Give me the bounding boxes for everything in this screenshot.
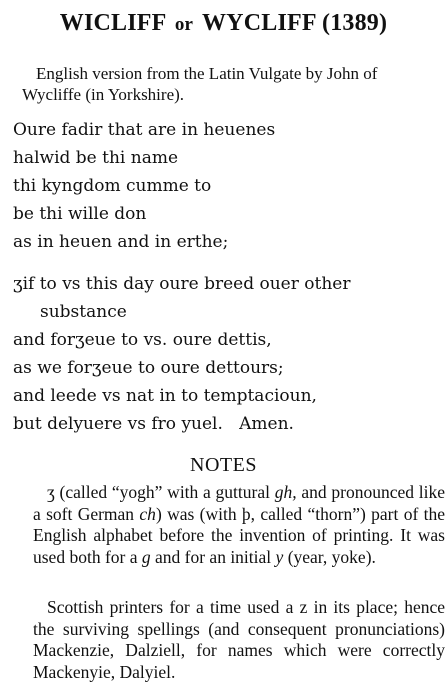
title-wicliff: WICLIFF: [59, 10, 166, 36]
verse-line: but delyuere vs fro yuel. Amen.: [13, 414, 294, 434]
verse-line: as in heuen and in erthe;: [13, 232, 229, 252]
verse-line: and forʒeue to vs. oure dettis,: [13, 330, 272, 350]
title-wycliff-date: WYCLIFF (1389): [201, 10, 388, 36]
page-title: [0, 10, 447, 37]
prayer-stanza-2: [13, 270, 350, 438]
note-yogh: ʒ (called “yogh” with a guttural gh, and pronounced like a soft German ch) was (with þ, called “thorn”) part of the English alphabet before the invention of printing. It was used both for a g and for an initial y (year, yoke).: [33, 482, 446, 567]
verse-line: thi kyngdom cumme to: [13, 176, 212, 196]
verse-line: and leede vs nat in to temptacioun,: [13, 386, 317, 406]
verse-line-continuation: substance: [40, 302, 127, 322]
verse-line: Oure fadir that are in heuenes: [13, 120, 276, 140]
verse-line: halwid be thi name: [13, 148, 179, 168]
notes-heading: NOTES: [190, 454, 257, 476]
title-or: or: [174, 14, 194, 35]
note-scottish-printers: Scottish printers for a time used a z in its place; hence the surviving spellings (and consequent pronunciations) Mackenzie, Dalziell, for names which were correctly Mackenyie, Dalyiel.: [33, 597, 445, 682]
verse-line: as we forʒeue to oure dettours;: [13, 358, 284, 378]
verse-line: be thi wille don: [13, 204, 147, 224]
intro-paragraph: English version from the Latin Vulgate by John of Wycliffe (in Yorkshire).: [22, 64, 378, 104]
prayer-stanza-1: [13, 116, 275, 256]
yogh-glyph: ʒ: [47, 482, 55, 502]
verse-line: ʒif to vs this day oure breed ouer other: [13, 274, 351, 294]
